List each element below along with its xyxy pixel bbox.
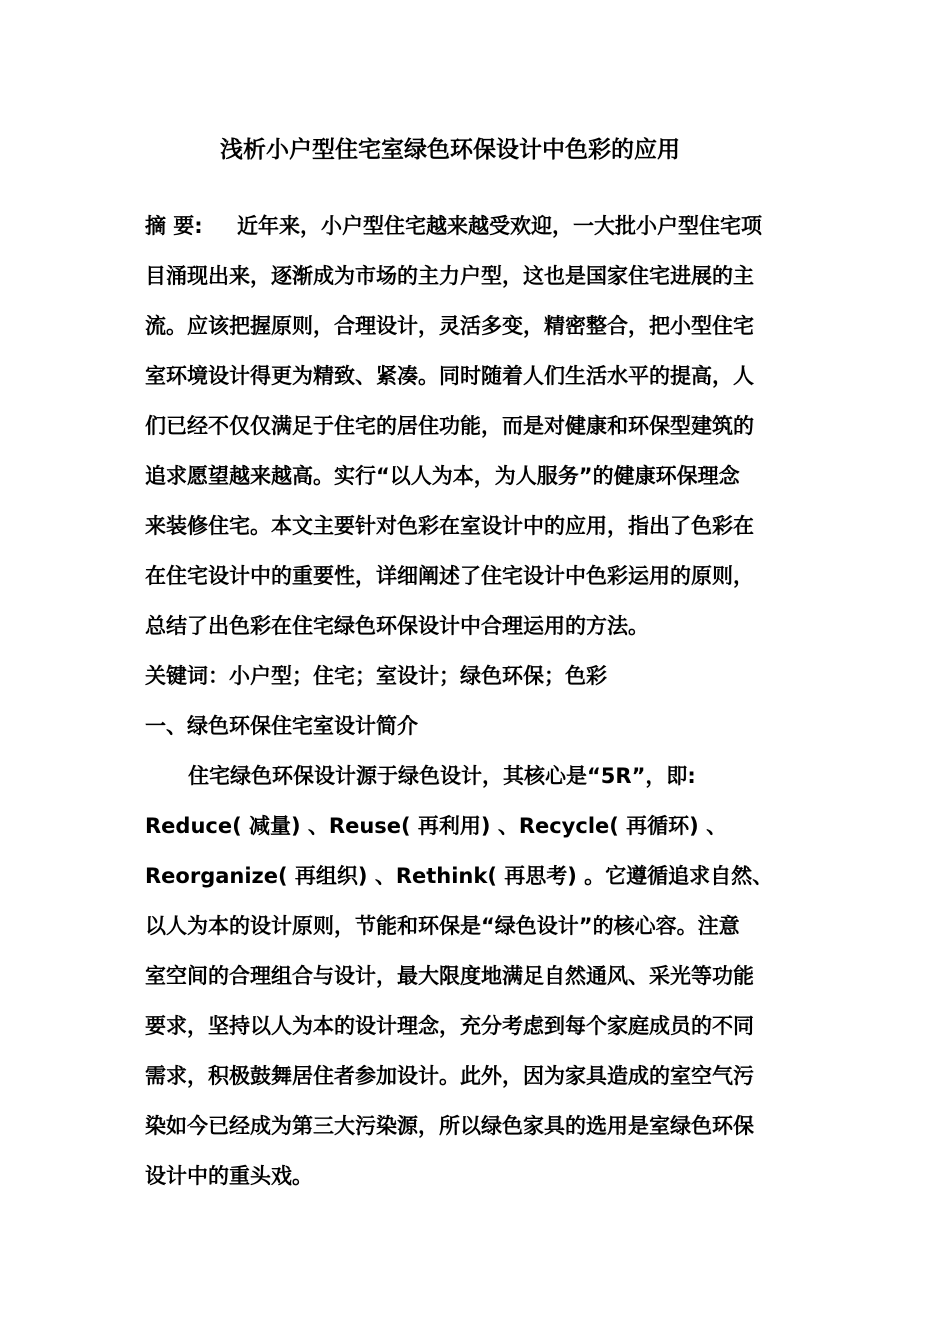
abstract-line: 来装修住宅。本文主要针对色彩在室设计中的应用，指出了色彩在 xyxy=(145,514,754,538)
paragraph-line: 住宅绿色环保设计源于绿色设计，其核心是“5R”，即: xyxy=(188,764,696,788)
abstract-label: 摘 要: xyxy=(145,214,203,238)
paragraph-line: 室空间的合理组合与设计，最大限度地满足自然通风、采光等功能 xyxy=(145,964,754,988)
section-heading: 一、绿色环保住宅室设计简介 xyxy=(145,714,418,738)
paragraph-line: 要求，坚持以人为本的设计理念，充分考虑到每个家庭成员的不同 xyxy=(145,1014,754,1038)
paragraph-line: 需求，积极鼓舞居住者参加设计。此外，因为家具造成的室空气污 xyxy=(145,1064,754,1088)
abstract-line: 在住宅设计中的重要性，详细阐述了住宅设计中色彩运用的原则， xyxy=(145,564,754,588)
document-title: 浅析小户型住宅室绿色环保设计中色彩的应用 xyxy=(220,137,680,163)
abstract-line: 目涌现出来，逐渐成为市场的主力户型，这也是国家住宅进展的主 xyxy=(145,264,754,288)
keywords-line: 关键词：小户型；住宅；室设计；绿色环保；色彩 xyxy=(145,664,607,688)
paragraph-line: 设计中的重头戏。 xyxy=(145,1164,313,1188)
abstract-text: 近年来，小户型住宅越来越受欢迎，一大批小户型住宅项 xyxy=(237,214,762,238)
abstract-line: 们已经不仅仅满足于住宅的居住功能，而是对健康和环保型建筑的 xyxy=(145,414,754,438)
abstract-line: 室环境设计得更为精致、紧凑。同时随着人们生活水平的提高，人 xyxy=(145,364,754,388)
abstract-line xyxy=(145,210,762,242)
abstract-line: 总结了出色彩在住宅绿色环保设计中合理运用的方法。 xyxy=(145,614,649,638)
paragraph-line: Reduce( 减量) 、Reuse( 再利用) 、Recycle( 再循环) 、 xyxy=(145,814,728,838)
paragraph-line: 以人为本的设计原则，节能和环保是“绿色设计”的核心容。注意 xyxy=(145,914,740,938)
paragraph-line: Reorganize( 再组织) 、Rethink( 再思考) 。它遵循追求自然、 xyxy=(145,864,774,888)
abstract-line: 追求愿望越来越高。实行“以人为本，为人服务”的健康环保理念 xyxy=(145,464,740,488)
abstract-line: 流。应该把握原则，合理设计，灵活多变，精密整合，把小型住宅 xyxy=(145,314,754,338)
paragraph-line: 染如今已经成为第三大污染源，所以绿色家具的选用是室绿色环保 xyxy=(145,1114,754,1138)
